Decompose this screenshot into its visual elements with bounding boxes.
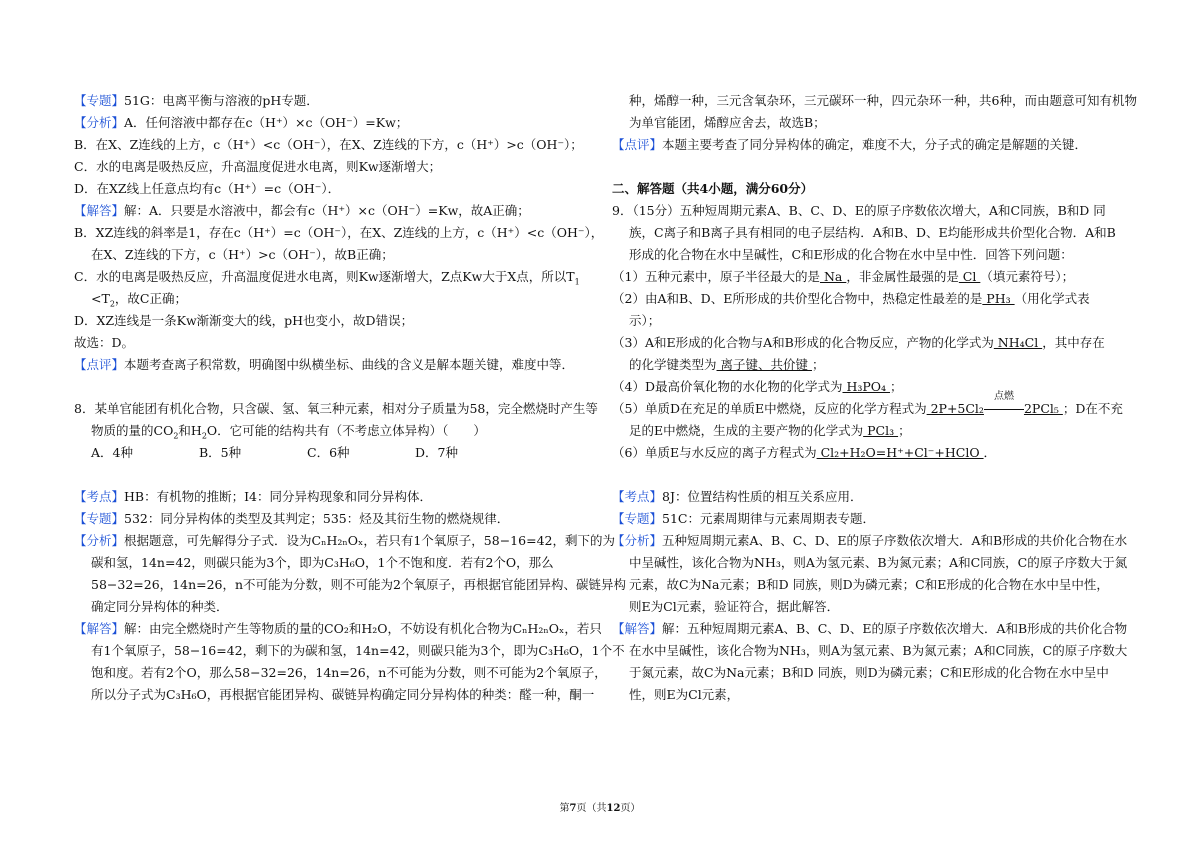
q7-analysis-first: 【分析】A．任何溶液中都存在c（H⁺）×c（OH⁻）=Kw； xyxy=(74,115,409,130)
point-tag: 【考点】 xyxy=(612,489,663,504)
q8-solution-cont: 种，烯醇一种，三元含氧杂环，三元碳环一种，四元杂环一种，共6种，而由题意可知有机物 xyxy=(629,93,1137,108)
q7-solution-first: 【解答】解：A．只要是水溶液中，都会有c（H⁺）×c（OH⁻）=Kw，故A正确； xyxy=(74,203,530,218)
answer-blank: PH₃ xyxy=(982,291,1015,306)
option-d: D．7种 xyxy=(415,445,458,460)
q7-analysis-line: C．水的电离是吸热反应，升高温度促进水电离，则Kw逐渐增大； xyxy=(74,159,442,174)
comment-tag: 【点评】 xyxy=(612,137,663,152)
section-title: 二、解答题（共4小题，满分60分） xyxy=(612,181,814,196)
q8-solution-first: 【解答】解：由完全燃烧时产生等物质的量的CO₂和H₂O，不妨设有机化合物为CₙH₂ₙOₓ，若只 xyxy=(74,621,602,636)
q7-solution-b2: 在X、Z连线的下方，c（H⁺）>c（OH⁻），故B正确； xyxy=(91,247,394,262)
q9-stem-line: 形成的化合物在水中呈碱性，C和E形成的化合物在水中呈中性．回答下列问题： xyxy=(629,247,1073,262)
q9-solution-first: 【解答】解：五种短周期元素A、B、C、D、E的原子序数依次增大．A和B形成的共价化合物 xyxy=(612,621,1128,636)
page-footer: 第7页（共12页） xyxy=(559,803,641,814)
q9-topic: 【专题】51C：元素周期律与元素周期表专题． xyxy=(612,511,875,526)
analysis-tag: 【分析】 xyxy=(612,533,663,548)
solution-tag: 【解答】 xyxy=(74,621,125,636)
reaction-arrow xyxy=(984,409,1024,410)
page-number: 7 xyxy=(569,803,577,814)
option-c: C．6种 xyxy=(307,445,350,460)
point-tag: 【考点】 xyxy=(74,489,125,504)
q8-solution-line: 饱和度。若有2个O，那么58−32=26，14n=26，n不可能为分数，则不可能为2个氧原子， xyxy=(91,665,607,680)
q9-analysis-line: 元素，故C为Na元素；B和D 同族，则D为磷元素；C和E形成的化合物在水中呈中性， xyxy=(629,577,1109,592)
q9-part-3: （3）A和E形成的化合物与A和B形成的化合物反应，产物的化学式为 NH₄Cl ，其中存在 xyxy=(612,335,1105,350)
q9-part-2-cont: 示）； xyxy=(629,313,661,328)
answer-blank: 2P+5Cl₂ 点燃 2PCl₅ xyxy=(927,401,1063,416)
q7-solution-c2: $<T_2$，故C正确； xyxy=(91,291,187,309)
q7-comment: 【点评】本题考查离子积常数，明确图中纵横坐标、曲线的含义是解本题关键，难度中等． xyxy=(74,357,575,372)
q9-solution-line: 性，则E为Cl元素， xyxy=(629,687,740,702)
spacer xyxy=(74,376,574,398)
q9-stem-line: 9．（15分）五种短周期元素A、B、C、D、E的原子序数依次增大，A和C同族，B和D 同 xyxy=(612,203,1106,218)
option-a: A．4种 xyxy=(91,445,133,460)
page-total: 12 xyxy=(606,803,621,814)
answer-blank: Cl₂+H₂O=H⁺+Cl⁻+HClO xyxy=(816,445,984,460)
q8-comment: 【点评】本题主要考查了同分异构体的确定，难度不大，分子式的确定是解题的关键． xyxy=(612,137,1088,152)
spacer xyxy=(612,156,1132,178)
spacer xyxy=(74,464,574,486)
q7-analysis-line: B．在X、Z连线的上方，c（H⁺）<c（OH⁻），在X、Z连线的下方，c（H⁺）>c（OH⁻）； xyxy=(74,137,583,152)
q9-point: 【考点】8J：位置结构性质的相互关系应用． xyxy=(612,489,863,504)
answer-blank: NH₄Cl xyxy=(993,335,1043,350)
q7-conclusion: 故选：D。 xyxy=(74,335,135,350)
answer-blank: Cl xyxy=(958,269,981,284)
q9-solution-line: 于氮元素，故C为Na元素；B和D 同族，则D为磷元素；C和E形成的化合物在水中呈中 xyxy=(629,665,1109,680)
topic-tag: 【专题】 xyxy=(612,511,663,526)
q8-analysis-line: 碳和氢，14n=42，则碳只能为3个，即为C₃H₆O，1个不饱和度．若有2个O，那么 xyxy=(91,555,554,570)
q9-stem-line: 族，C离子和B离子具有相同的电子层结构．A和B、D、E均能形成共价型化合物．A和B xyxy=(629,225,1116,240)
q9-part-5-cont: 足的E中燃烧，生成的主要产物的化学式为 PCl₃ ； xyxy=(629,423,911,438)
comment-tag: 【点评】 xyxy=(74,357,125,372)
q7-solution-c1: C．水的电离是吸热反应，升高温度促进水电离，则Kw逐渐增大，Z点Kw大于X点，所以$T_1$ xyxy=(74,269,580,287)
analysis-tag: 【分析】 xyxy=(74,533,125,548)
right-column xyxy=(612,90,1137,706)
q9-part-1: （1）五种元素中，原子半径最大的是 Na ，非金属性最强的是 Cl （填元素符号）； xyxy=(612,269,1075,284)
left-column xyxy=(74,90,627,706)
q9-analysis-line: 中呈碱性，该化合物为NH₃，则A为氢元素、B为氮元素；A和C同族，C的原子序数大于氮 xyxy=(629,555,1128,570)
q8-analysis-first: 【分析】根据题意，可先解得分子式．设为CₙH₂ₙOₓ，若只有1个氧原子，58−16=42，剩下的为 xyxy=(74,533,615,548)
option-b: B．5种 xyxy=(199,445,242,460)
q9-part-2: （2）由A和B、D、E所形成的共价型化合物中，热稳定性最差的是 PH₃ （用化学式表 xyxy=(612,291,1090,306)
q8-stem-line: 8．某单官能团有机化合物，只含碳、氢、氧三种元素，相对分子质量为58，完全燃烧时产生等 xyxy=(74,401,598,416)
q9-solution-line: 在水中呈碱性，该化合物为NH₃，则A为氢元素、B为氮元素；A和C同族，C的原子序数大 xyxy=(629,643,1128,658)
q7-solution-b1: B．XZ连线的斜率是1，存在c（H⁺）=c（OH⁻），在X、Z连线的上方，c（H⁺）<c（OH⁻）， xyxy=(74,225,604,240)
q7-solution-d: D．XZ连线是一条Kw渐渐变大的线，pH也变小，故D错误； xyxy=(74,313,414,328)
q9-part-5: （5）单质D在充足的单质E中燃烧，反应的化学方程式为 2P+5Cl₂ 点燃 2PCl₅ ；D在不充 xyxy=(612,398,1132,420)
q8-solution-cont: 为单官能团，烯醇应舍去，故选B； xyxy=(629,115,826,130)
analysis-tag: 【分析】 xyxy=(74,115,125,130)
reaction-condition: 点燃 xyxy=(984,398,1024,420)
q9-part-4: （4）D最高价氧化物的水化物的化学式为 H₃PO₄ ； xyxy=(612,379,903,394)
spacer xyxy=(612,464,1132,486)
q7-analysis-line: D．在XZ线上任意点均有c（H⁺）=c（OH⁻）． xyxy=(74,181,341,196)
q9-analysis-line: 则E为Cl元素，验证符合，据此解答． xyxy=(629,599,840,614)
q9-part-3-cont: 的化学键类型为 离子键、共价键 ； xyxy=(629,357,825,372)
solution-tag: 【解答】 xyxy=(612,621,663,636)
q8-analysis-line: 58−32=26，14n=26，n不可能为分数，则不可能为2个氧原子，再根据官能团异构、碳链异构 xyxy=(91,577,627,592)
q7-topic: 【专题】51G：电离平衡与溶液的pH专题． xyxy=(74,93,319,108)
answer-blank: H₃PO₄ xyxy=(842,379,891,394)
topic-tag: 【专题】 xyxy=(74,93,125,108)
q8-options xyxy=(74,442,574,464)
q8-topic: 【专题】532：同分异构体的类型及其判定；535：烃及其衍生物的燃烧规律． xyxy=(74,511,510,526)
q8-analysis-line: 确定同分异构体的种类． xyxy=(91,599,229,614)
answer-blank: PCl₃ xyxy=(863,423,899,438)
q8-point: 【考点】HB：有机物的推断；I4：同分异构现象和同分异构体． xyxy=(74,489,432,504)
q9-analysis-first: 【分析】五种短周期元素A、B、C、D、E的原子序数依次增大．A和B形成的共价化合物在水 xyxy=(612,533,1128,548)
answer-blank: 离子键、共价键 xyxy=(716,357,812,372)
solution-tag: 【解答】 xyxy=(74,203,125,218)
q9-part-6: （6）单质E与水反应的离子方程式为 Cl₂+H₂O=H⁺+Cl⁻+HClO ． xyxy=(612,445,997,460)
q8-stem-line: 物质的量的$CO_2$和$H_2O$．它可能的结构共有（不考虑立体异构）（ ） xyxy=(91,423,486,441)
topic-tag: 【专题】 xyxy=(74,511,125,526)
q8-solution-line: 所以分子式为C₃H₆O，再根据官能团异构、碳链异构确定同分异构体的种类：醛一种，酮一 xyxy=(91,687,595,702)
answer-blank: Na xyxy=(819,269,847,284)
q8-solution-line: 有1个氧原子，58−16=42，剩下的为碳和氢，14n=42，则碳只能为3个，即为C₃H₆O，1个不 xyxy=(91,643,625,658)
